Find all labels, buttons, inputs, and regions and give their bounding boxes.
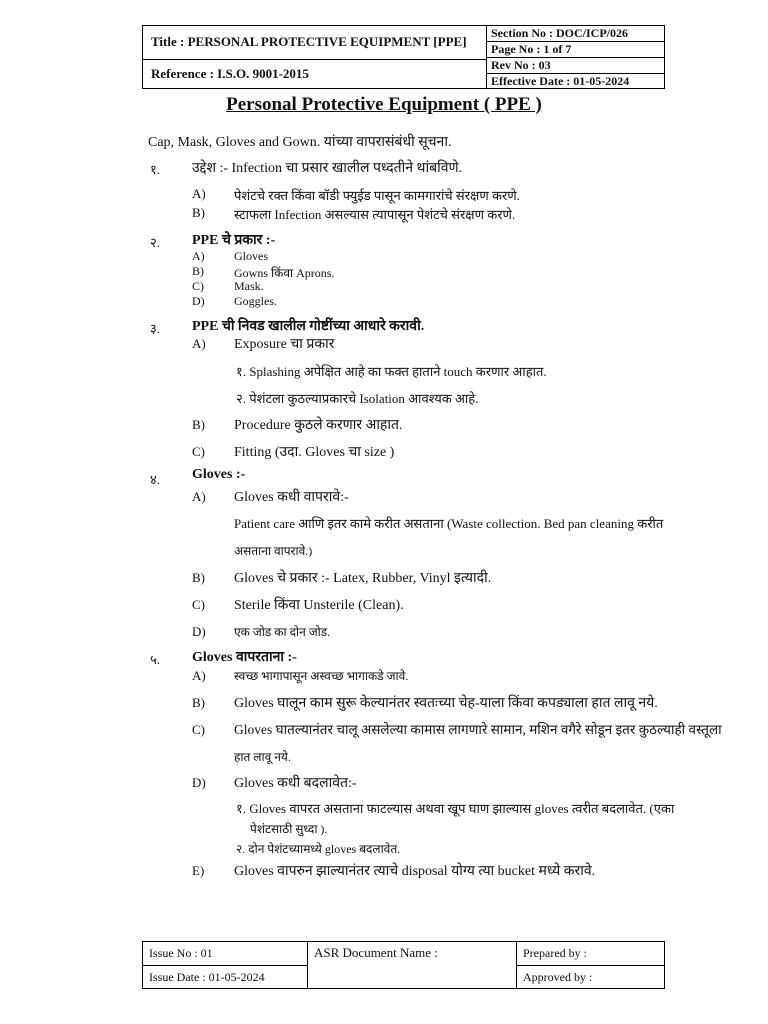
section-3-a-marker: A) xyxy=(192,336,206,351)
section-5-e-text: Gloves वापरुन झाल्यानंतर त्याचे disposal योग्य त्या bucket मध्ये करावे. xyxy=(234,864,596,879)
section-5-heading: Gloves वापरताना :- xyxy=(192,650,297,665)
section-4-b-marker: B) xyxy=(192,570,205,585)
section-1-b-marker: B) xyxy=(192,205,205,220)
section-5-b-marker: B) xyxy=(192,695,205,710)
section-4-d-marker: D) xyxy=(192,624,206,639)
footer-prepared-by: Prepared by : xyxy=(523,946,587,960)
section-4-d-text: एक जोड का दोन जोड. xyxy=(234,625,331,639)
header-section-no: Section No : DOC/ICP/026 xyxy=(487,26,665,42)
header-reference: Reference : I.S.O. 9001-2015 xyxy=(151,66,309,81)
section-5-d1-line-2: पेशंटसाठी सुध्दा ). xyxy=(250,822,328,836)
section-3-b-text: Procedure कुठले करणार आहात. xyxy=(234,418,403,433)
footer-issue-date: Issue Date : 01-05-2024 xyxy=(149,970,265,984)
section-2-d-text: Goggles. xyxy=(234,294,277,308)
section-2-d-marker: D) xyxy=(192,294,205,308)
footer-asr-document-name: ASR Document Name : xyxy=(314,945,438,960)
header-page-no: Page No : 1 of 7 xyxy=(487,42,665,58)
section-3-a-text: Exposure चा प्रकार xyxy=(234,337,335,352)
section-2-heading: PPE चे प्रकार :- xyxy=(192,233,276,248)
section-5-d-text: Gloves कधी बदलावेत:- xyxy=(234,776,357,791)
intro-text: Cap, Mask, Gloves and Gown. यांच्या वापरासंबंधी सूचना. xyxy=(148,135,452,150)
section-3-a2-text: २. पेशंटला कुठल्याप्रकारचे Isolation आवश्यक आहे. xyxy=(236,391,479,406)
section-5-c-line-2: हात लावू नये. xyxy=(234,750,291,764)
document-header-table xyxy=(142,25,665,89)
section-5-a-text: स्वच्छ भागापासून अस्वच्छ भागाकडे जावे. xyxy=(234,669,409,683)
section-5-b-text: Gloves घालून काम सुरू केल्यानंतर स्वतःच्या चेह-याला किंवा कपड्याला हात लावू नये. xyxy=(234,696,658,711)
section-4-heading: Gloves :- xyxy=(192,467,246,482)
section-2-a-text: Gloves xyxy=(234,249,268,263)
section-3-a1-text: १. Splashing अपेक्षित आहे का फक्त हाताने touch करणार आहात. xyxy=(236,364,547,379)
section-2-b-marker: B) xyxy=(192,264,204,278)
section-5-d-marker: D) xyxy=(192,775,206,790)
section-2-c-marker: C) xyxy=(192,279,204,293)
section-1-a-text: पेशंटचे रक्त किंवा बॉडी फ्युईड पासून कामगारांचे संरक्षण करणे. xyxy=(234,188,520,203)
footer-issue-no: Issue No : 01 xyxy=(149,946,213,960)
section-4-a-text: Gloves कधी वापरावे:- xyxy=(234,490,349,505)
section-5-e-marker: E) xyxy=(192,863,205,878)
section-3-c-marker: C) xyxy=(192,444,205,459)
section-5-a-marker: A) xyxy=(192,668,206,683)
header-effective-date: Effective Date : 01-05-2024 xyxy=(491,74,630,88)
section-3-number: ३. xyxy=(150,321,161,336)
section-3-b-marker: B) xyxy=(192,417,205,432)
header-right-cell xyxy=(487,26,665,88)
section-4-c-marker: C) xyxy=(192,597,205,612)
section-3-heading: PPE ची निवड खालील गोष्टींच्या आधारे करावी. xyxy=(192,319,425,334)
document-title: Personal Protective Equipment ( PPE ) xyxy=(226,94,542,115)
section-4-a-marker: A) xyxy=(192,489,206,504)
section-4-a-line-2: असताना वापरावे.) xyxy=(234,544,313,558)
header-title: Title : PERSONAL PROTECTIVE EQUIPMENT [PPE] xyxy=(143,26,486,60)
section-3-c-text: Fitting (उदा. Gloves चा size ) xyxy=(234,445,395,460)
section-2-c-text: Mask. xyxy=(234,279,264,293)
section-5-c-text: Gloves घातल्यानंतर चालू असलेल्या कामास लागणारे सामान, मशिन वगैरे सोडून इतर कुठल्याही वस्तूला xyxy=(234,722,722,737)
section-1-number: १. xyxy=(150,162,161,177)
footer-approved-by: Approved by : xyxy=(523,970,593,984)
document-footer-table xyxy=(142,941,665,989)
section-5-d2-text: २. दोन पेशंटच्यामध्ये gloves बदलावेत. xyxy=(236,842,401,856)
section-5-number: ५. xyxy=(150,652,161,667)
section-4-number: ४. xyxy=(150,472,161,487)
section-2-b-text: Gowns किंवा Aprons. xyxy=(234,266,335,280)
section-1-a-marker: A) xyxy=(192,186,206,201)
section-5-d1-line-1: १. Gloves वापरत असताना फाटल्यास अथवा खूप घाण झाल्यास gloves त्वरीत बदलावेत. (एका xyxy=(236,801,675,816)
section-4-a-line-1: Patient care आणि इतर कामे करीत असताना (Waste collection. Bed pan cleaning करीत xyxy=(234,516,664,531)
section-4-c-text: Sterile किंवा Unsterile (Clean). xyxy=(234,598,404,613)
section-4-b-text: Gloves चे प्रकार :- Latex, Rubber, Vinyl इत्यादी. xyxy=(234,571,492,586)
section-2-a-marker: A) xyxy=(192,249,205,263)
section-1-heading: उद्देश :- Infection चा प्रसार खालील पध्दतीने थांबविणे. xyxy=(192,161,463,176)
section-2-number: २. xyxy=(150,235,161,250)
section-5-c-marker: C) xyxy=(192,722,205,737)
section-1-b-text: स्टाफला Infection असल्यास त्यापासून पेशंटचे संरक्षण करणे. xyxy=(234,207,516,222)
header-rev-no: Rev No : 03 xyxy=(487,58,665,74)
header-left-cell xyxy=(143,26,487,88)
